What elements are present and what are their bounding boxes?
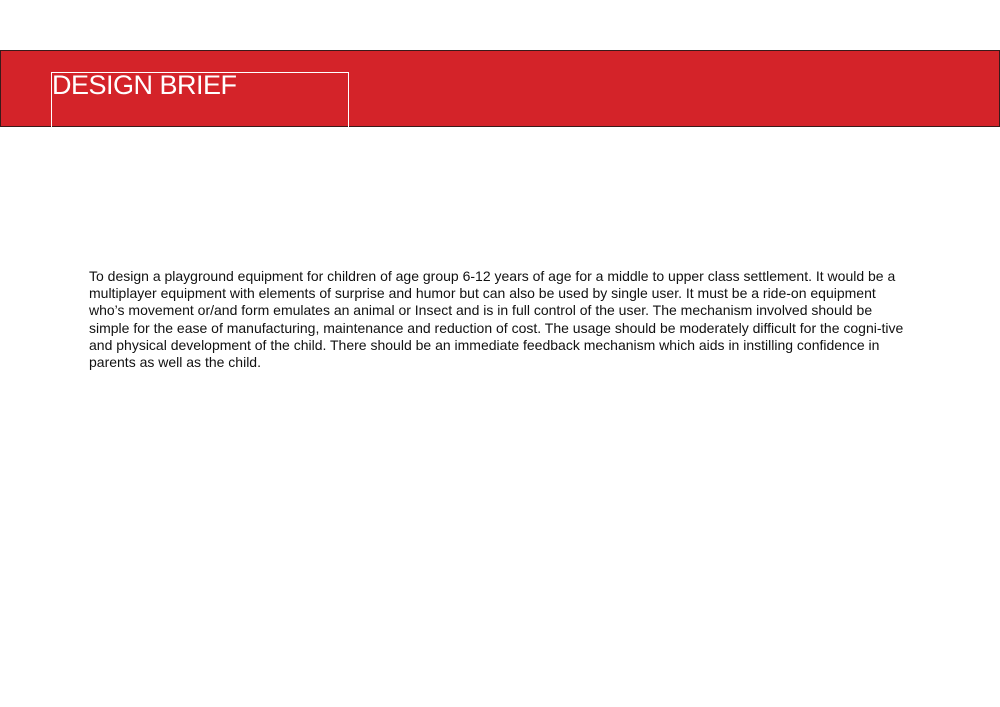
design-brief-text: To design a playground equipment for children of age group 6-12 years of age for a middle to upper class settlement. It would be a multiplayer equipment with elements of surprise and humor but can also be used by single user. It must be a ride-on equipment who’s movement or/and form emulates an animal or Insect and is in full control of the user. The mechanism involved should be simple for the ease of manufacturing, maintenance and reduction of cost. The usage should be moderately difficult for the cogni-tive and physical development of the child. There should be an immediate feedback mechanism which aids in instilling confidence in parents as well as the child. (89, 268, 904, 371)
page-title: DESIGN BRIEF (52, 70, 237, 100)
title-frame (51, 72, 349, 127)
header-banner (0, 50, 1000, 127)
